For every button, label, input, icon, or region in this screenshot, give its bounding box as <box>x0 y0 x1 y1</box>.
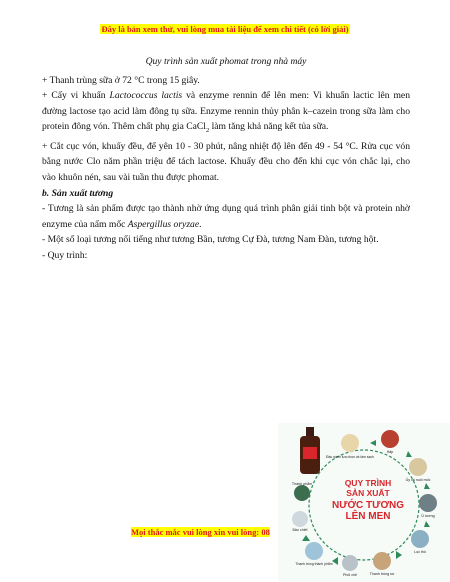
fermentation-jar-icon <box>419 494 437 512</box>
contact-footer: Mọi thắc mắc vui lòng xin vui lòng: 08 <box>131 527 270 537</box>
step-label: Ủy và nuôi mốc <box>405 478 431 482</box>
step-label: Thanh trùng thành phẩm <box>295 562 333 566</box>
species-name: Lactococcus lactis <box>109 90 183 102</box>
arrow-icon <box>370 440 376 446</box>
bottle-neck-icon <box>306 427 314 437</box>
product-icon <box>294 485 310 501</box>
paragraph-soy-definition: - Tương là sản phẩm được tạo thành nhờ ứng dụng quá trình phân giải tinh bột và protein nhờ enzyme của nấm mốc Aspergillus oryzae. <box>42 203 410 230</box>
soybean-icon <box>341 434 359 452</box>
paragraph-famous-types: - Một số loại tương nổi tiếng như tương Bần, tương Cự Đà, tương Nam Đàn, tương hột. <box>42 234 379 246</box>
pasteurize-icon <box>373 552 391 570</box>
center-title-line4: LÊN MEN <box>345 511 391 522</box>
paragraph-process-label: - Quy trình: <box>42 250 88 262</box>
step-label: Bảo chiết <box>292 528 308 532</box>
paragraph-cut-curd: + Cắt cục vón, khuấy đều, để yên 10 - 30 phút, nâng nhiệt độ lên đến 49 - 54 °C. Rửa cục vón bằng nước Clo năm phần triệu để tách lactose. Khuấy đều cho đến khi cục vón chắc lại, cho vào khuôn nén, sau vài tuần thu được phomat. <box>42 140 410 184</box>
soy-sauce-process-diagram <box>278 423 450 582</box>
paragraph-culture: + Cấy vi khuẩn Lactococcus lactis và enzyme rennin để lên men: Vi khuẩn lactic lên men đường lactose tạo acid làm đông tụ sữa. Enzyme rennin thủy phân k–cazein trong sữa làm cho protein đông vón. Thêm chất phụ gia CaCl$_2$ làm tăng khả năng kết tủa sữa. <box>42 90 410 135</box>
mold-tray-icon <box>409 458 427 476</box>
document-body <box>42 54 410 264</box>
paragraph-pasteurize: + Thanh trùng sữa ở 72 °C trong 15 giây. <box>42 74 200 86</box>
section-title: Quy trình sản xuất phomat trong nhà máy <box>145 56 307 67</box>
mixing-icon <box>342 555 358 571</box>
step-label: Thành phẩm <box>291 482 313 486</box>
center-title-line2: SẢN XUẤT <box>346 488 390 498</box>
step-label: Thanh trùng sơ <box>369 572 395 576</box>
step-label: Hấp <box>386 450 394 454</box>
step-label: Ủ tương <box>421 514 435 518</box>
center-title-line1: QUY TRÌNH <box>344 478 392 488</box>
step-label: Phối chế <box>343 573 357 577</box>
steamer-icon <box>381 430 399 448</box>
filter-icon <box>411 530 429 548</box>
process-cycle-graphic <box>278 423 450 582</box>
fungus-name: Aspergillus oryzae <box>127 218 200 230</box>
final-pasteurize-icon <box>305 542 323 560</box>
subheading-soy-sauce: b. Sản xuất tương <box>42 187 114 199</box>
step-label: Đậu nành lựa chọn và làm sạch <box>326 455 374 459</box>
center-title-line3: NƯỚC TƯƠNG <box>332 500 404 511</box>
step-label: Lọc thô <box>414 550 426 554</box>
preview-banner-text: Đây là bản xem thử, vui lòng mua tài liệu để xem chi tiết (có lời giải) <box>101 24 349 34</box>
preview-banner <box>0 24 450 34</box>
bottling-icon <box>292 511 308 527</box>
